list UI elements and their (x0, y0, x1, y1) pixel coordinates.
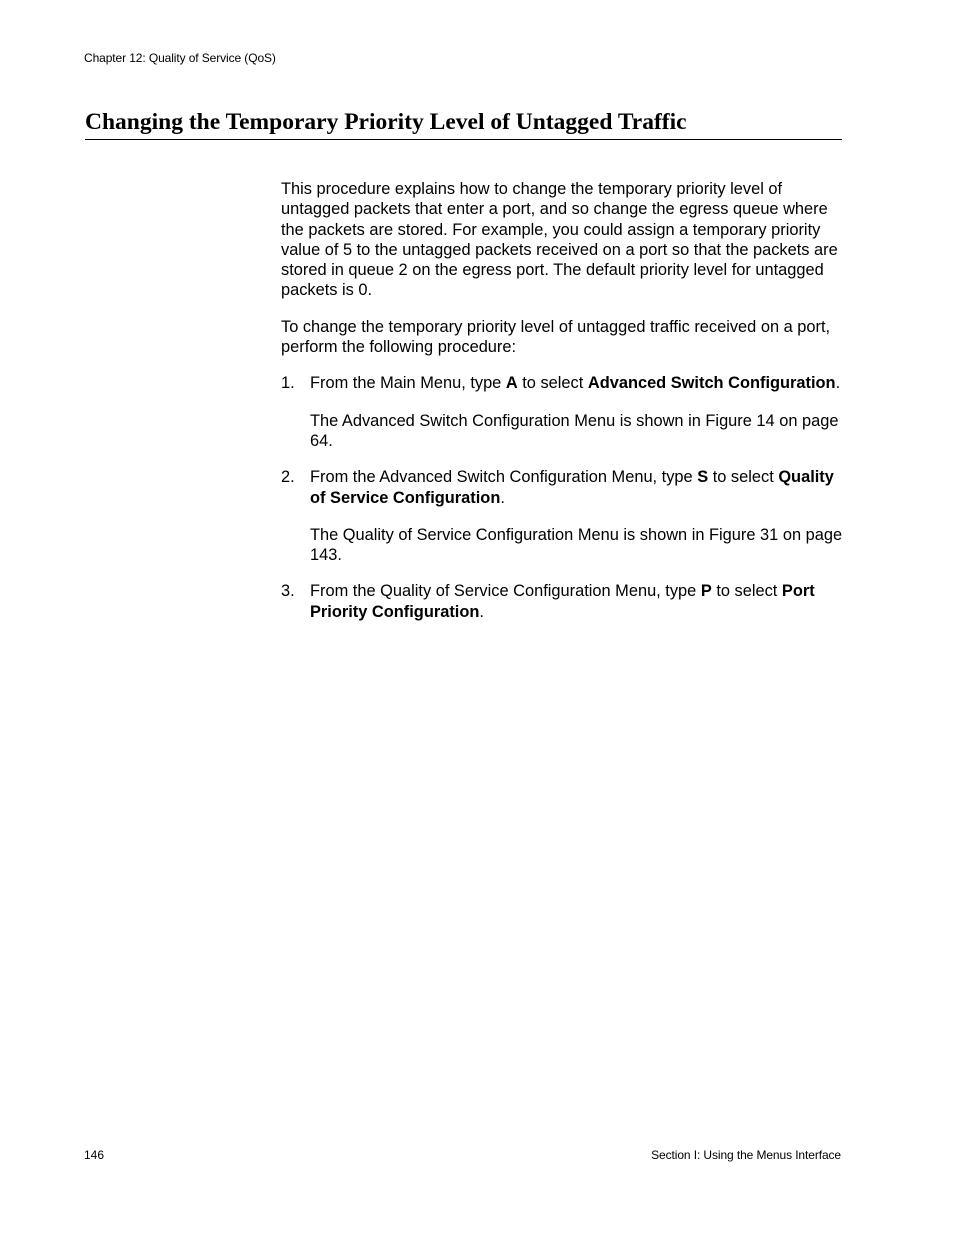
step-text: to select (517, 374, 588, 393)
step-item (281, 373, 843, 451)
step-number: 2. (281, 468, 295, 487)
intro-paragraph: This procedure explains how to change the temporary priority level of untagged packets that enter a port, and so change the egress queue where the packets are stored. For example, you could assign a temporary priority value of 5 to the untagged packets received on a port so that the packets are stored in queue 2 on the egress port. The default priority level for untagged packets is 0. (281, 180, 838, 300)
step-target: Port Priority Configuration (310, 582, 815, 621)
step-text: From the Quality of Service Configuration Menu, type (310, 582, 701, 601)
step-text: . (500, 488, 505, 507)
step-instruction (310, 581, 843, 622)
step-text: to select (708, 468, 779, 487)
step-key: P (700, 582, 712, 601)
step-key: A (505, 374, 518, 393)
body-text (281, 179, 843, 638)
step-text: From the Main Menu, type (310, 374, 506, 393)
step-target: Quality of Service Configuration (310, 468, 834, 507)
running-header: Chapter 12: Quality of Service (QoS) (84, 51, 276, 65)
step-instruction (310, 467, 843, 508)
section-title: Changing the Temporary Priority Level of Untagged Traffic (85, 108, 842, 140)
step-text: to select (711, 582, 782, 601)
step-text: . (479, 602, 484, 621)
procedure-steps (281, 373, 843, 622)
step-text: From the Advanced Switch Configuration Menu, type (310, 468, 698, 487)
step-number: 3. (281, 582, 295, 601)
step-text: . (835, 374, 841, 393)
step-target: Advanced Switch Configuration (587, 374, 836, 393)
running-footer-section: Section I: Using the Menus Interface (651, 1148, 841, 1162)
step-item (281, 467, 843, 565)
procedure-intro-paragraph: To change the temporary priority level of untagged traffic received on a port, perform the following procedure: (281, 317, 831, 357)
step-item (281, 581, 843, 622)
step-key: S (697, 468, 709, 487)
step-note: The Quality of Service Configuration Menu is shown in Figure 31 on page 143. (310, 525, 843, 565)
step-instruction (310, 373, 843, 393)
page-number: 146 (84, 1148, 105, 1162)
step-note: The Advanced Switch Configuration Menu is shown in Figure 14 on page 64. (310, 411, 839, 450)
step-number: 1. (281, 374, 295, 393)
